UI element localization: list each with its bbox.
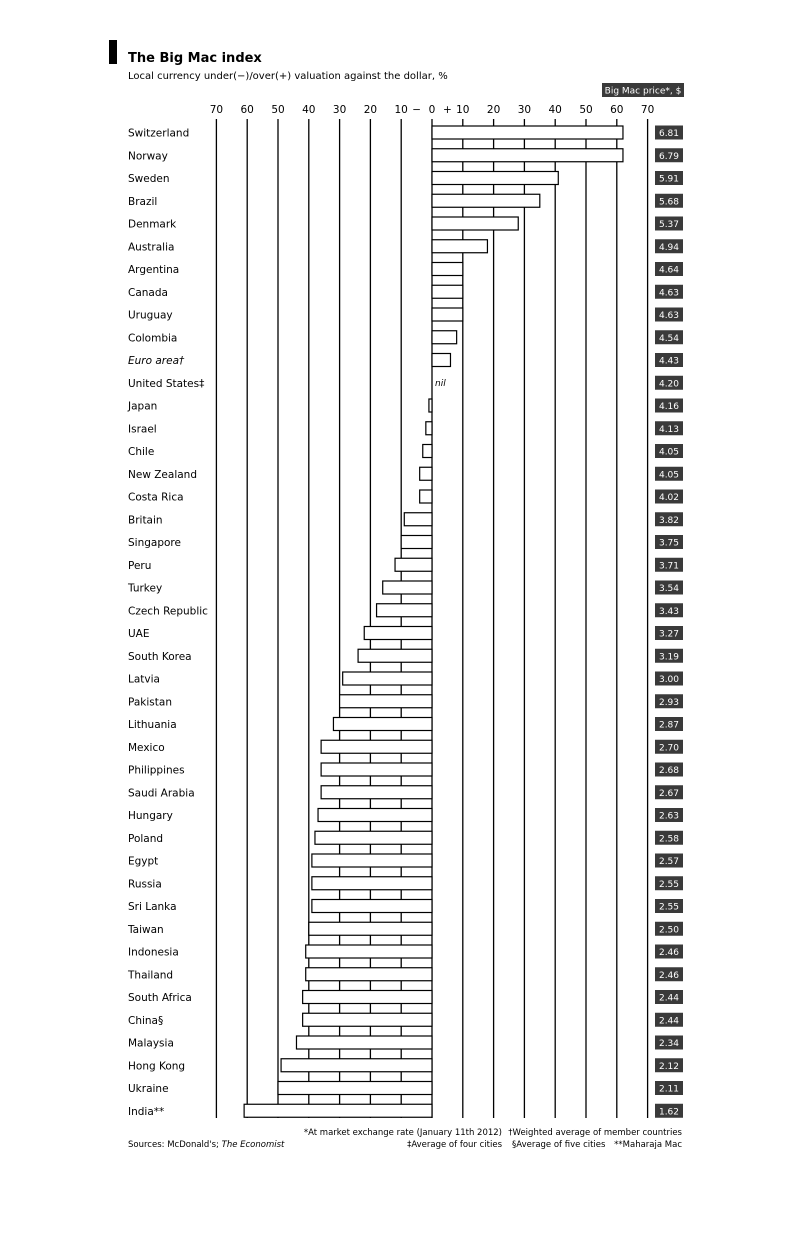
bar bbox=[420, 490, 432, 503]
bar bbox=[318, 809, 432, 822]
bar bbox=[306, 968, 432, 981]
price-value: 2.67 bbox=[658, 788, 680, 799]
x-tick-label: 40 bbox=[548, 104, 562, 116]
price-value: 5.68 bbox=[658, 197, 680, 208]
country-label: Egypt bbox=[128, 855, 159, 868]
x-tick-label: 10 bbox=[394, 104, 408, 116]
x-tick-label: 50 bbox=[579, 104, 593, 116]
bar bbox=[432, 126, 623, 139]
country-label: Britain bbox=[128, 514, 163, 527]
title-accent-bar bbox=[109, 40, 117, 64]
country-label: Peru bbox=[128, 559, 152, 572]
nil-label: nil bbox=[435, 379, 446, 389]
price-value: 2.11 bbox=[658, 1084, 680, 1095]
price-value: 2.55 bbox=[658, 879, 680, 890]
bar bbox=[432, 194, 540, 207]
bar bbox=[312, 877, 432, 890]
bars bbox=[244, 126, 623, 1117]
bar bbox=[303, 991, 432, 1004]
price-value: 2.93 bbox=[658, 697, 680, 708]
bar bbox=[423, 445, 432, 458]
price-value: 6.81 bbox=[658, 129, 680, 139]
footnote-weighted-average: †Weighted average of member countries bbox=[508, 1128, 682, 1138]
country-label: China§ bbox=[128, 1014, 164, 1027]
bar bbox=[312, 900, 432, 913]
bar bbox=[278, 1082, 432, 1095]
x-tick-label: 50 bbox=[271, 104, 285, 116]
bar bbox=[432, 240, 487, 253]
x-tick-label: 20 bbox=[363, 104, 378, 116]
price-value: 3.00 bbox=[658, 675, 680, 685]
price-value: 3.43 bbox=[658, 606, 680, 617]
bar bbox=[432, 263, 463, 276]
footnote-exchange-rate: *At market exchange rate (January 11th 2012) bbox=[303, 1128, 502, 1138]
bar bbox=[343, 672, 432, 685]
price-value: 3.71 bbox=[658, 561, 680, 572]
price-badges bbox=[655, 126, 683, 1118]
x-tick-label: 70 bbox=[640, 104, 655, 116]
country-label: Costa Rica bbox=[128, 491, 184, 504]
price-value: 2.55 bbox=[658, 902, 680, 913]
bar bbox=[312, 854, 432, 867]
price-header: Big Mac price*, $ bbox=[604, 86, 682, 97]
bar bbox=[377, 604, 432, 617]
price-value: 4.02 bbox=[658, 493, 680, 503]
bar bbox=[432, 308, 463, 321]
country-label: Chile bbox=[128, 446, 155, 458]
price-value: 2.57 bbox=[658, 857, 680, 867]
footnote-four-cities: ‡Average of four cities bbox=[407, 1140, 502, 1150]
price-value: 2.70 bbox=[658, 743, 680, 754]
bar bbox=[426, 422, 432, 435]
country-label: Saudi Arabia bbox=[128, 787, 195, 800]
country-label: Hungary bbox=[128, 810, 173, 822]
x-tick-label: 30 bbox=[517, 104, 532, 116]
bar bbox=[281, 1059, 432, 1072]
price-value: 3.54 bbox=[658, 584, 680, 594]
price-value: 4.13 bbox=[658, 424, 680, 435]
country-label: New Zealand bbox=[128, 468, 197, 481]
footnote-maharaja-mac: **Maharaja Mac bbox=[614, 1140, 682, 1150]
price-value: 2.63 bbox=[658, 811, 680, 822]
x-tick-label: 70 bbox=[209, 104, 224, 116]
price-value: 3.82 bbox=[658, 515, 680, 526]
x-tick-label: + bbox=[442, 104, 452, 116]
country-label: Philippines bbox=[128, 764, 185, 777]
country-label: Latvia bbox=[128, 673, 160, 686]
bar bbox=[429, 399, 432, 412]
chart-title: The Big Mac index bbox=[128, 51, 262, 66]
price-value: 3.75 bbox=[658, 538, 680, 549]
price-value: 3.27 bbox=[658, 629, 680, 640]
x-tick-label: 30 bbox=[332, 104, 347, 116]
x-tick-label: 10 bbox=[456, 104, 470, 116]
price-value: 4.05 bbox=[658, 447, 680, 458]
country-label: Canada bbox=[128, 286, 168, 299]
bar bbox=[306, 945, 432, 958]
country-label: Brazil bbox=[128, 195, 158, 208]
price-value: 2.46 bbox=[658, 948, 680, 958]
price-value: 2.44 bbox=[658, 993, 680, 1004]
bar bbox=[432, 149, 623, 162]
country-label: South Korea bbox=[128, 650, 192, 663]
bar bbox=[321, 740, 432, 753]
price-value: 4.43 bbox=[658, 356, 680, 367]
x-tick-label: − bbox=[412, 104, 422, 116]
x-axis-ticks bbox=[210, 104, 655, 116]
price-value: 2.46 bbox=[658, 970, 680, 981]
bar bbox=[395, 558, 432, 571]
x-tick-label: 60 bbox=[240, 104, 254, 116]
price-value: 4.63 bbox=[658, 311, 680, 321]
price-value: 3.19 bbox=[658, 652, 680, 663]
price-value: 4.05 bbox=[658, 470, 680, 481]
price-value: 4.64 bbox=[658, 265, 680, 276]
country-label: Taiwan bbox=[128, 923, 164, 936]
country-label: Australia bbox=[128, 241, 175, 254]
price-value: 5.37 bbox=[658, 220, 680, 230]
price-value: 2.68 bbox=[658, 766, 680, 776]
bar bbox=[321, 763, 432, 776]
country-label: Norway bbox=[128, 150, 168, 163]
price-value: 1.62 bbox=[658, 1107, 680, 1118]
country-label: Pakistan bbox=[128, 696, 172, 709]
bar bbox=[404, 513, 432, 526]
x-tick-label: 0 bbox=[428, 104, 436, 116]
bar bbox=[432, 331, 457, 344]
country-label: Hong Kong bbox=[128, 1060, 186, 1073]
bar bbox=[432, 285, 463, 298]
bar bbox=[383, 581, 432, 594]
price-value: 2.50 bbox=[658, 925, 680, 936]
x-tick-label: 40 bbox=[302, 104, 316, 116]
country-label: Uruguay bbox=[128, 309, 173, 322]
bar bbox=[296, 1036, 432, 1049]
country-label: Ukraine bbox=[128, 1083, 169, 1095]
country-label: Denmark bbox=[128, 218, 177, 231]
x-tick-label: 20 bbox=[486, 104, 501, 116]
price-value: 4.20 bbox=[658, 379, 680, 390]
footnote-source bbox=[128, 1140, 285, 1150]
price-value: 4.54 bbox=[658, 333, 680, 344]
country-label: Sweden bbox=[128, 173, 170, 185]
bar bbox=[358, 649, 432, 662]
country-label: Sri Lanka bbox=[128, 901, 177, 913]
price-value: 5.91 bbox=[658, 174, 680, 185]
country-label: United States‡ bbox=[128, 377, 205, 390]
bar bbox=[432, 354, 450, 367]
bar bbox=[432, 172, 558, 185]
country-label: India** bbox=[128, 1105, 165, 1118]
bar bbox=[340, 695, 432, 708]
price-value: 6.79 bbox=[658, 151, 680, 162]
footnotes bbox=[128, 1128, 683, 1150]
country-label: UAE bbox=[128, 628, 150, 640]
country-label: Euro area† bbox=[128, 355, 185, 367]
price-value: 4.94 bbox=[658, 242, 680, 253]
x-tick-label: 60 bbox=[610, 104, 624, 116]
country-label: Israel bbox=[128, 423, 157, 436]
bar bbox=[432, 217, 518, 230]
country-label: Japan bbox=[128, 400, 158, 413]
country-label: Singapore bbox=[128, 537, 181, 549]
footnote-five-cities: §Average of five cities bbox=[512, 1140, 606, 1150]
chart-subtitle: Local currency under(−)/over(+) valuation against the dollar, % bbox=[128, 71, 448, 82]
price-value: 2.12 bbox=[658, 1061, 680, 1072]
price-value: 4.63 bbox=[658, 288, 680, 299]
country-label: Malaysia bbox=[128, 1037, 174, 1050]
country-labels bbox=[127, 128, 208, 1118]
country-label: Mexico bbox=[128, 741, 165, 754]
country-label: Argentina bbox=[128, 264, 180, 276]
country-label: South Africa bbox=[128, 992, 192, 1004]
price-value: 2.44 bbox=[658, 1016, 680, 1027]
country-label: Colombia bbox=[128, 332, 178, 345]
country-label: Czech Republic bbox=[128, 605, 208, 618]
price-value: 2.34 bbox=[658, 1039, 680, 1049]
country-label: Thailand bbox=[128, 969, 174, 982]
bar bbox=[364, 627, 432, 640]
bar bbox=[401, 536, 432, 549]
bar bbox=[303, 1013, 432, 1026]
price-value: 2.58 bbox=[658, 834, 680, 845]
bar bbox=[315, 831, 432, 844]
country-label: Russia bbox=[128, 878, 162, 891]
price-value: 2.87 bbox=[658, 720, 680, 731]
country-label: Poland bbox=[128, 832, 164, 845]
country-label: Indonesia bbox=[128, 946, 179, 959]
country-label: Turkey bbox=[128, 582, 163, 595]
bar bbox=[309, 922, 432, 935]
country-label: Switzerland bbox=[128, 127, 190, 140]
bar bbox=[321, 786, 432, 799]
footnote-source-italic: The Economist bbox=[221, 1140, 285, 1150]
bar bbox=[420, 467, 432, 480]
footnote-source-text: Sources: McDonald's; bbox=[128, 1140, 222, 1150]
bar bbox=[333, 718, 432, 731]
price-value: 4.16 bbox=[658, 402, 680, 412]
bar bbox=[244, 1104, 432, 1117]
country-label: Lithuania bbox=[128, 719, 177, 731]
